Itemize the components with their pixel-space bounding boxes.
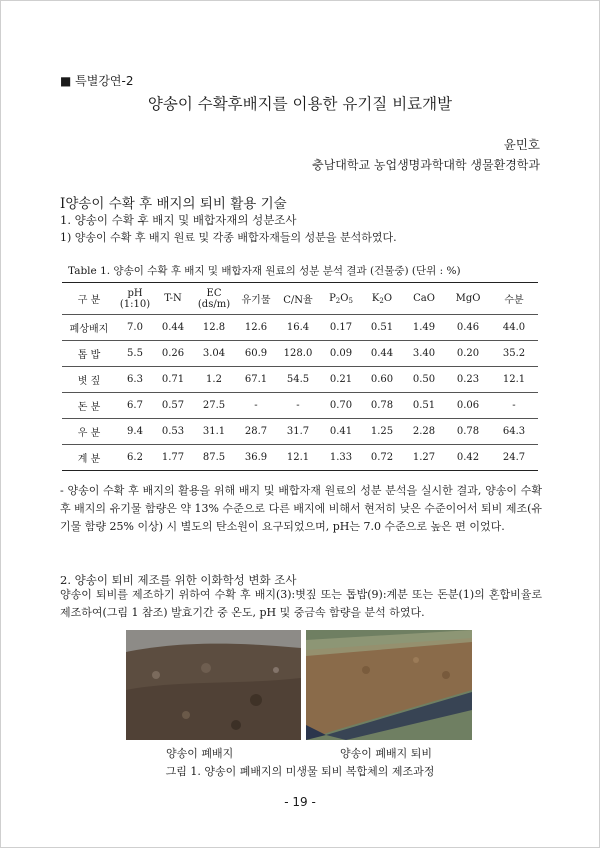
table-header-row [62,283,538,315]
table-cell: 6.2 [127,452,143,463]
table-row [62,419,538,445]
table-cell: 16.4 [286,322,310,333]
table-cell: 0.26 [161,348,185,359]
table-cell: 87.5 [202,452,226,463]
table-cell: 0.41 [329,426,353,437]
header-ph-label: pH [127,287,143,299]
compost-photo [306,630,472,740]
table-cell: 5.5 [127,348,143,359]
table-cell: 12.8 [202,322,226,333]
table-cell: 0.44 [370,348,394,359]
table-cell: 35.2 [502,348,526,359]
table-cell: 67.1 [244,374,268,385]
table-cell: 31.7 [286,426,310,437]
section2-heading: 2. 양송이 퇴비 제조를 위한 이화학성 변화 조사 [60,573,297,587]
table-cell: 0.51 [412,400,436,411]
table-row-label: 돈 분 [77,402,101,413]
table-row-label: 볏 짚 [77,376,101,387]
table-cell: 0.46 [456,322,480,333]
table-cell: 0.20 [456,348,480,359]
table-row [62,445,538,471]
table-cell: 0.51 [370,322,394,333]
page-number: - 19 - [284,795,316,809]
table-cell: 1.77 [161,452,185,463]
header-tn: T-N [164,293,182,304]
header-moisture: 수분 [504,295,524,306]
compost-texture [306,630,472,740]
table-cell: 12.1 [502,374,526,385]
p2o5-sub1: 2 [335,296,341,305]
figure-caption: 그림 1. 양송이 폐배지의 미생물 퇴비 복합체의 제조과정 [165,765,435,778]
figure-label-right: 양송이 폐배지 퇴비 [340,747,433,760]
table-cell: 0.57 [161,400,185,411]
table-cell: 36.9 [244,452,268,463]
header-organic: 유기물 [241,295,271,306]
section2-paragraph: 양송이 퇴비를 제조하기 위하여 수확 후 배지(3):볏짚 또는 톱밥(9):계분 또는 돈분(1)의 혼합비율로 제조하여(그림 1 참조) 발효기간 중 온도, pH 및 중금속 함량을 분석 하였다. [60,588,542,619]
header-p2o5 [320,283,362,315]
header-ec [192,283,236,315]
table-cell: - [254,400,258,411]
table-cell: - [512,400,516,411]
paper-title: 양송이 수확후배지를 이용한 유기질 비료개발 [147,95,453,113]
section-tag: ■ 특별강연-2 [60,74,134,88]
table-cell: - [296,400,300,411]
table-caption: Table 1. 양송이 수확 후 배지 및 배합자재 원료의 성분 분석 결과 (건물중) (단위 : %) [68,265,461,277]
table-row-label: 폐상배지 [69,324,109,335]
header-ec-label: EC [206,287,222,299]
table-cell: 3.04 [202,348,226,359]
table-cell: 60.9 [244,348,268,359]
table-cell: 6.7 [127,400,143,411]
table-cell: 9.4 [127,426,143,437]
table-cell: 54.5 [286,374,310,385]
spent-substrate-photo [126,630,301,740]
author-name: 윤민호 [503,137,540,152]
table-cell: 0.50 [412,374,436,385]
table-cell: 0.06 [456,400,480,411]
figure-label-left: 양송이 폐배지 [166,747,234,760]
p2o5-sub2: 5 [348,296,353,305]
table-row [62,367,538,393]
header-ph [116,283,154,315]
table-cell: 6.3 [127,374,143,385]
section-heading: Ⅰ양송이 수확 후 배지의 퇴비 활용 기술 [60,196,287,212]
table-cell: 24.7 [502,452,526,463]
table-cell: 44.0 [502,322,526,333]
table-cell: 0.09 [329,348,353,359]
table-cell: 0.72 [370,452,394,463]
header-mgo: MgO [455,293,481,304]
k2o-sub: 2 [379,296,384,305]
k2o-o: O [383,292,393,304]
p2o5-o: O [340,292,349,304]
table-row-label: 계 분 [77,454,101,465]
table-cell: 2.28 [412,426,436,437]
table-cell: 0.21 [329,374,353,385]
table-row [62,315,538,341]
table-cell: 1.33 [329,452,353,463]
table-cell: 31.1 [202,426,226,437]
header-ec-unit: (ds/m) [197,298,231,310]
table-row [62,393,538,419]
header-cao: CaO [413,293,435,304]
header-k2o [362,283,402,315]
table-cell: 0.42 [456,452,480,463]
table-cell: 0.17 [329,322,353,333]
table-cell: 64.3 [502,426,526,437]
header-category: 구 분 [77,295,101,306]
table-cell: 12.1 [286,452,310,463]
spent-substrate-texture [126,630,301,740]
header-cn-ratio: C/N율 [283,295,313,306]
table-cell: 0.78 [370,400,394,411]
table-cell: 7.0 [127,322,143,333]
table-cell: 0.70 [329,400,353,411]
table-cell: 1.27 [412,452,436,463]
table-row-label: 우 분 [77,428,101,439]
table-body [62,315,538,471]
author-affiliation: 충남대학교 농업생명과학대학 생물환경학과 [312,158,540,172]
subsection-text: 1) 양송이 수확 후 배지 원료 및 각종 배합자재들의 성분을 분석하였다. [60,231,397,244]
table-cell: 1.2 [206,374,222,385]
table-cell: 12.6 [244,322,268,333]
table-cell: 28.7 [244,426,268,437]
table-row [62,341,538,367]
table-cell: 1.49 [412,322,436,333]
table-cell: 128.0 [283,348,313,359]
table-cell: 3.40 [412,348,436,359]
table-row-label: 톱 밥 [77,350,101,361]
k2o-k: K [371,292,380,304]
header-ph-unit: (1:10) [119,298,151,310]
table-cell: 0.44 [161,322,185,333]
table-cell: 0.53 [161,426,185,437]
table-cell: 0.71 [161,374,185,385]
table-cell: 0.78 [456,426,480,437]
analysis-table [62,282,538,471]
p2o5-p: P [329,292,336,304]
result-paragraph: - 양송이 수확 후 배지의 활용을 위해 배지 및 배합자재 원료의 성분 분석을 실시한 결과, 양송이 수확 후 배지의 유기물 함량은 약 13% 수준으로 다른 배지에 비해서 현저히 낮은 수준이어서 퇴비 제조(유기물 함량 25% 이상) 시 별도의 탄소원이 요구되었으며, pH는 7.0 수준으로 높은 편 이었다. [60,484,542,533]
table-cell: 0.60 [370,374,394,385]
table-cell: 27.5 [202,400,226,411]
table-cell: 0.23 [456,374,480,385]
table-cell: 1.25 [370,426,394,437]
subsection-heading: 1. 양송이 수확 후 배지 및 배합자재의 성분조사 [60,213,297,227]
